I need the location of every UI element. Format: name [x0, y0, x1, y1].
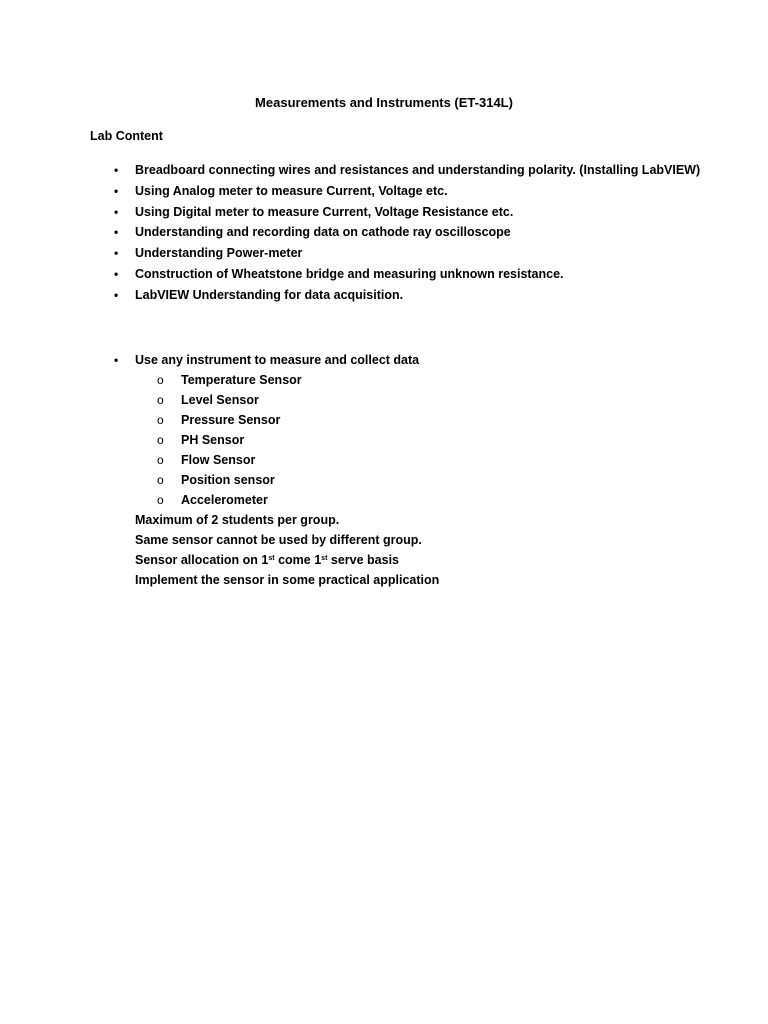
circle-bullet-icon: o [157, 373, 164, 387]
bullet-icon: • [114, 287, 119, 302]
note-allocation-sup-2: st [321, 555, 328, 562]
bullet-icon: • [114, 183, 119, 198]
list-item-text: Using Digital meter to measure Current, Voltage Resistance etc. [135, 204, 514, 219]
notes-block [135, 512, 439, 592]
note-allocation-suffix: serve basis [327, 553, 399, 567]
circle-bullet-icon: o [157, 493, 164, 507]
circle-bullet-icon: o [157, 413, 164, 427]
list-item-text: LabVIEW Understanding for data acquisition. [135, 287, 404, 302]
circle-bullet-icon: o [157, 453, 164, 467]
sensor-item-text: Pressure Sensor [181, 413, 281, 427]
list-item-text: Understanding and recording data on cathode ray oscilloscope [135, 225, 511, 240]
sensor-item-text: Level Sensor [181, 393, 259, 407]
note-allocation-middle: come 1 [274, 553, 322, 567]
list-item-text: Construction of Wheatstone bridge and measuring unknown resistance. [135, 266, 564, 281]
bullet-icon: • [114, 225, 119, 240]
bullet-icon: • [114, 353, 119, 367]
circle-bullet-icon: o [157, 393, 164, 407]
sensor-item-text: Temperature Sensor [181, 373, 302, 387]
section-label-lab-content: Lab Content [90, 129, 163, 143]
bullet-icon: • [114, 246, 119, 261]
list-item-text: Use any instrument to measure and collect data [135, 353, 420, 367]
list-item-text: Understanding Power-meter [135, 246, 303, 261]
list-item-text: Using Analog meter to measure Current, Voltage etc. [135, 183, 448, 198]
list-item-text: Breadboard connecting wires and resistances and understanding polarity. (Installing LabVIEW) [135, 163, 701, 177]
bullet-icon: • [114, 163, 119, 177]
sensor-item-text: Accelerometer [181, 493, 268, 507]
note-implement: Implement the sensor in some practical application [135, 573, 440, 587]
circle-bullet-icon: o [157, 473, 164, 487]
note-same-sensor: Same sensor cannot be used by different group. [135, 533, 422, 547]
note-allocation-prefix: Sensor allocation on 1 [135, 553, 269, 567]
bullet-icon: • [114, 266, 119, 281]
document-title: Measurements and Instruments (ET-314L) [255, 95, 513, 110]
note-allocation [135, 552, 439, 572]
sensor-item-text: Position sensor [181, 473, 275, 487]
note-group-size: Maximum of 2 students per group. [135, 513, 340, 527]
sensor-item-text: Flow Sensor [181, 453, 256, 467]
bullet-icon: • [114, 204, 119, 219]
circle-bullet-icon: o [157, 433, 164, 447]
sensor-item-text: PH Sensor [181, 433, 245, 447]
note-allocation-sup-1: st [268, 555, 275, 562]
